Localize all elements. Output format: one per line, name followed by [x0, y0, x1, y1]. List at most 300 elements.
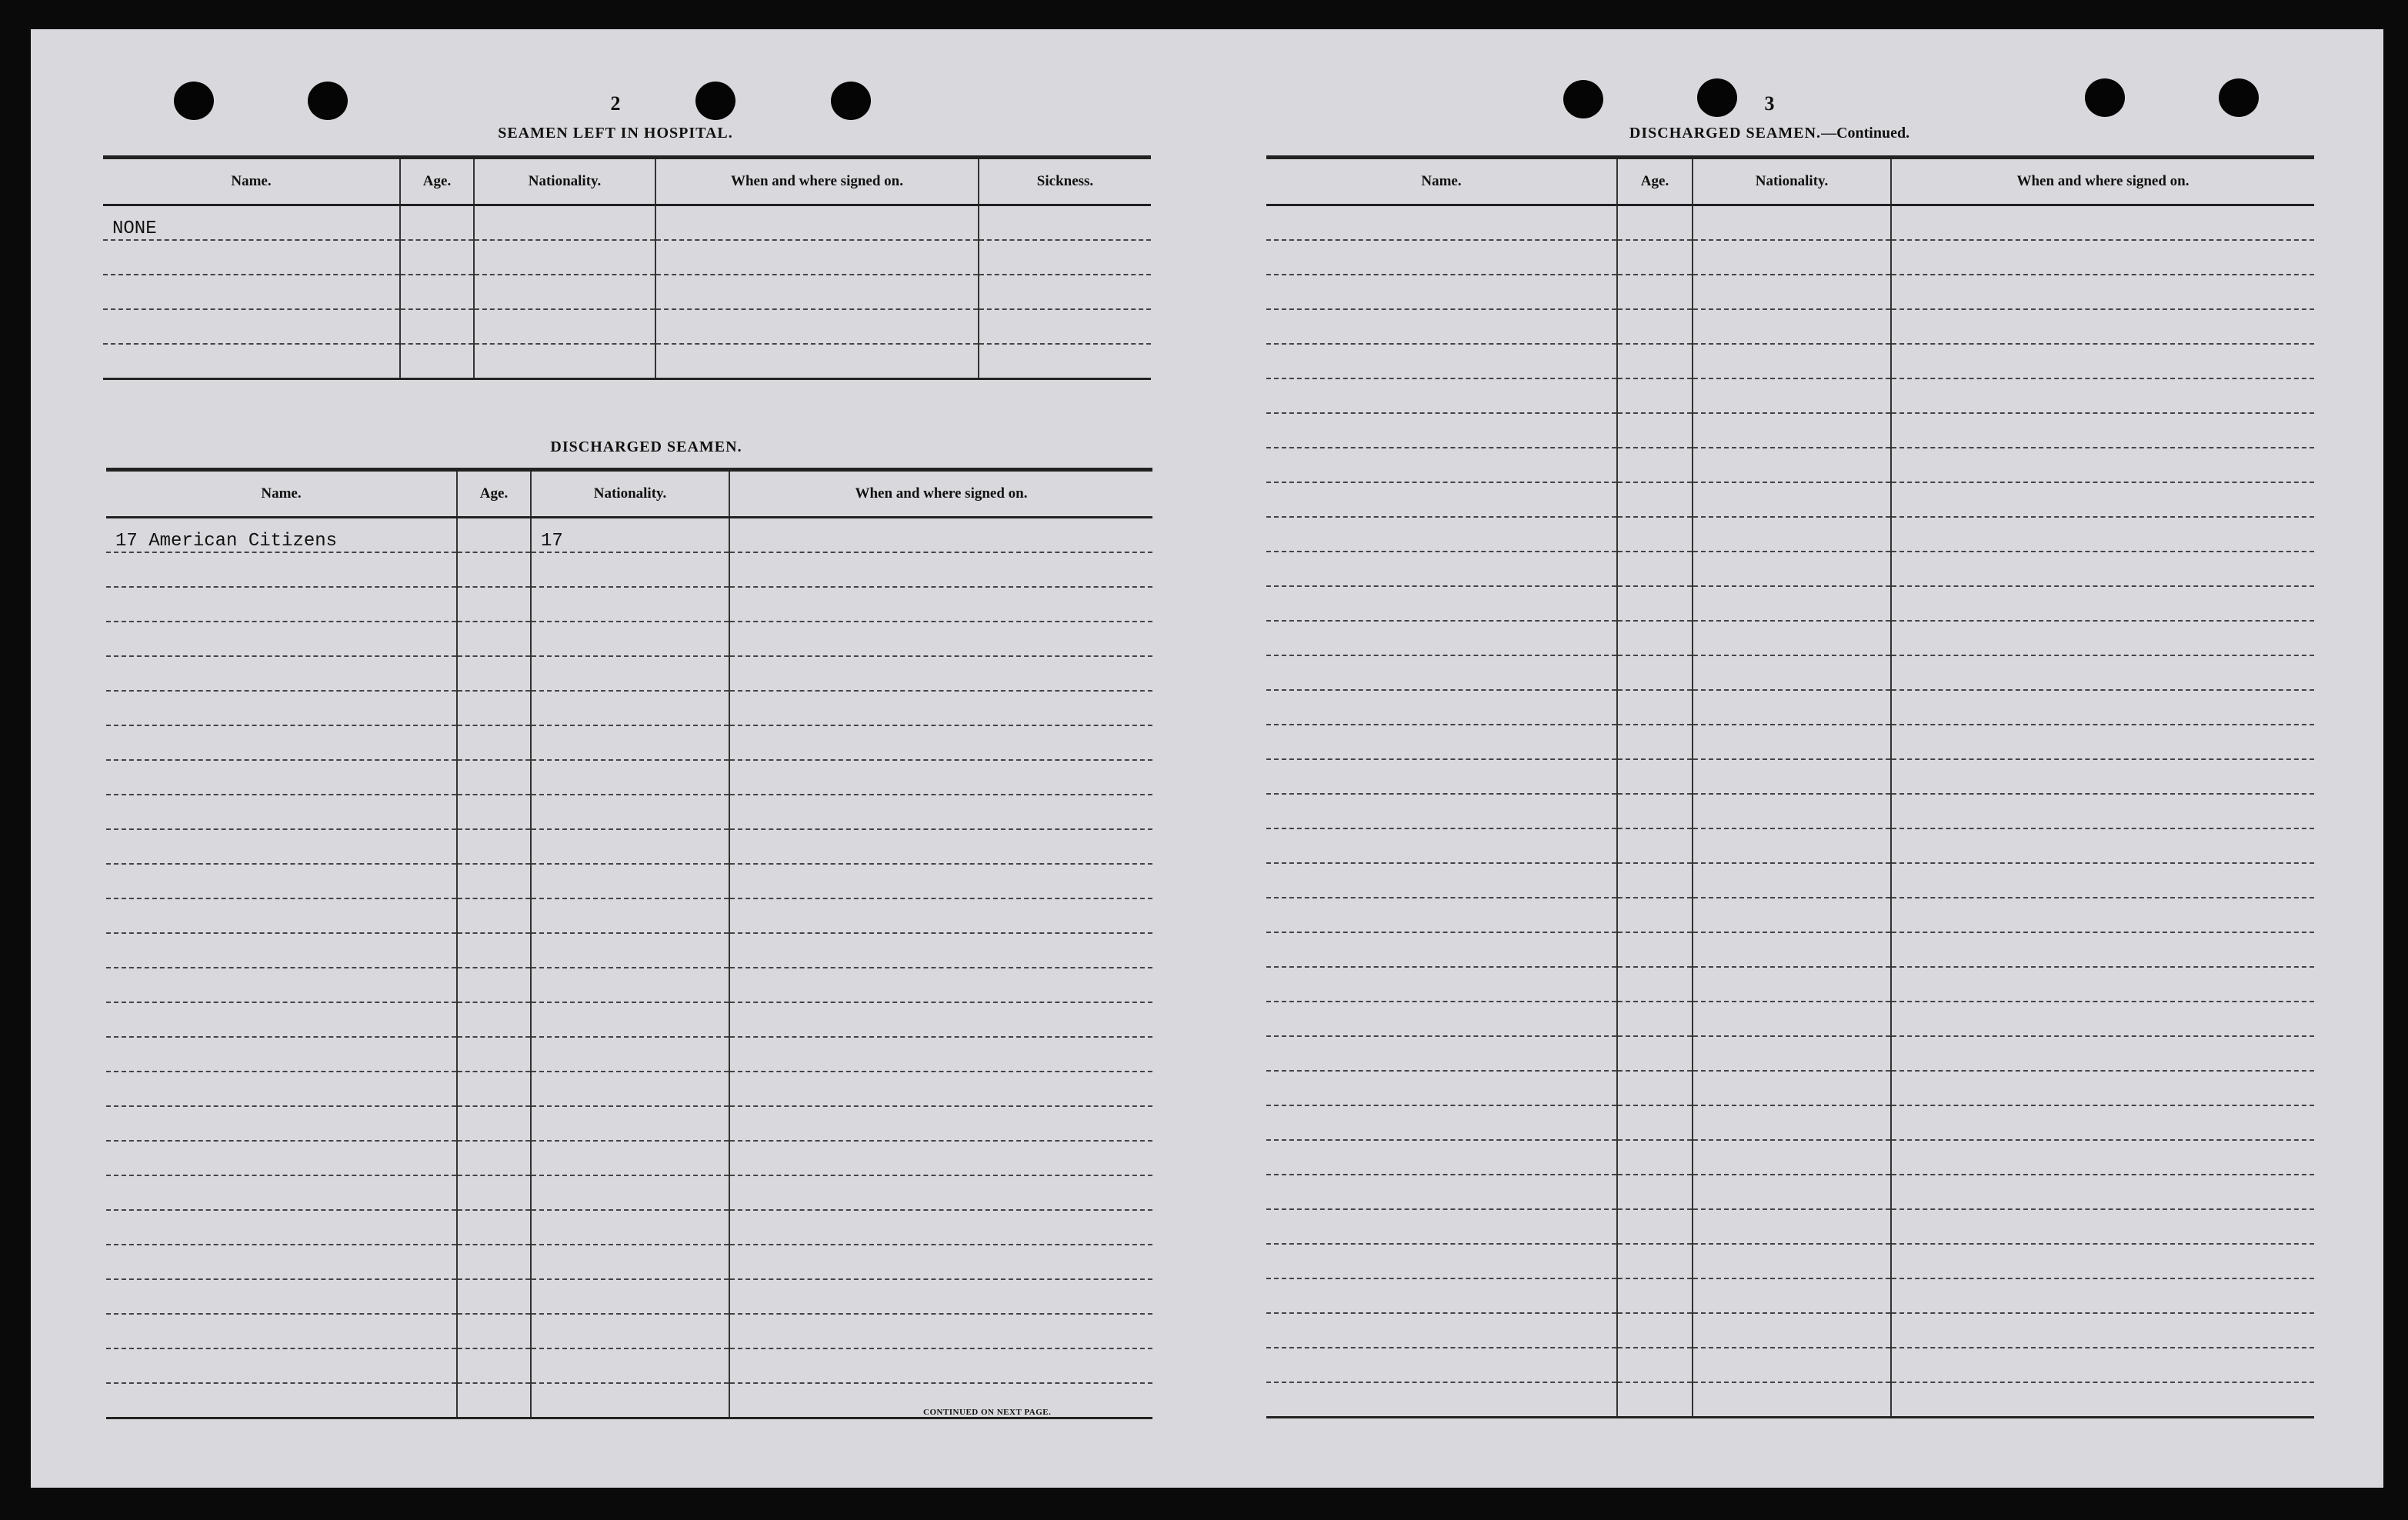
cell-nationality: [1693, 482, 1891, 517]
cell-signed-on: [729, 1106, 1152, 1141]
cell-nationality: [1693, 1140, 1891, 1175]
cell-name: [1266, 448, 1617, 482]
cell-signed-on: [1891, 621, 2314, 655]
cell-age: [1617, 1348, 1693, 1382]
cell-nationality: [1693, 448, 1891, 482]
cell-signed-on: [729, 933, 1152, 968]
hospital-header-row: [103, 158, 1151, 205]
cell-signed-on: [1891, 1313, 2314, 1348]
cell-name: [1266, 1036, 1617, 1071]
cell-nationality: [474, 205, 655, 241]
cell-name: [106, 1245, 457, 1279]
cell-nationality: [1693, 413, 1891, 448]
table-row: [1266, 378, 2314, 413]
table-row: [1266, 621, 2314, 655]
table-row: [106, 1210, 1152, 1245]
cell-name: [1266, 1105, 1617, 1140]
cell-age: [400, 205, 474, 241]
table-row: [1266, 655, 2314, 690]
column-header-nationality: Nationality.: [474, 158, 655, 205]
cell-nationality: [1693, 240, 1891, 275]
cell-age: [457, 1245, 531, 1279]
cell-sickness: [979, 275, 1151, 309]
cell-signed-on: [1891, 1002, 2314, 1036]
cell-age: [1617, 240, 1693, 275]
cell-nationality: [1693, 344, 1891, 378]
cell-name: [103, 344, 400, 379]
table-row: [1266, 344, 2314, 378]
table-row: [103, 344, 1151, 379]
cell-name: [1266, 932, 1617, 967]
table-row: [106, 1072, 1152, 1106]
cell-name: [1266, 552, 1617, 586]
hospital-table: [103, 155, 1151, 380]
punch-hole: [2085, 78, 2125, 117]
cell-age: [1617, 1036, 1693, 1071]
table-row: [106, 725, 1152, 760]
table-row: [106, 968, 1152, 1002]
punch-hole: [695, 82, 735, 120]
page-number-left: 2: [610, 92, 621, 115]
cell-name: [1266, 967, 1617, 1002]
cell-name: [1266, 586, 1617, 621]
cell-age: [1617, 1382, 1693, 1418]
table-row: [106, 622, 1152, 656]
cell-nationality: [1693, 1036, 1891, 1071]
table-row: [1266, 552, 2314, 586]
cell-age: [1617, 1071, 1693, 1105]
cell-name: [1266, 1244, 1617, 1278]
cell-signed-on: [1891, 413, 2314, 448]
cell-nationality: [531, 1002, 729, 1037]
cell-signed-on: [1891, 967, 2314, 1002]
cell-signed-on: [1891, 1209, 2314, 1244]
cell-signed-on: [729, 1279, 1152, 1314]
cell-name: [106, 760, 457, 795]
cell-age: [457, 518, 531, 553]
cell-name: 17 American Citizens: [106, 518, 457, 553]
cell-age: [457, 1141, 531, 1175]
table-row: [106, 518, 1152, 553]
page-number-right: 3: [1764, 92, 1775, 115]
cell-signed-on: [729, 1072, 1152, 1106]
cell-signed-on: [1891, 517, 2314, 552]
column-header-name: Name.: [103, 158, 400, 205]
cell-nationality: [531, 1106, 729, 1141]
cell-age: [1617, 1278, 1693, 1313]
cell-age: [457, 1106, 531, 1141]
cell-nationality: [531, 1175, 729, 1210]
table-row: [106, 864, 1152, 898]
table-row: [1266, 517, 2314, 552]
cell-name: [1266, 1278, 1617, 1313]
title-text: DISCHARGED SEAMEN.: [1629, 125, 1822, 142]
cell-age: [457, 1348, 531, 1383]
table-row: [1266, 309, 2314, 344]
table-row: [1266, 725, 2314, 759]
cell-age: [1617, 413, 1693, 448]
cell-nationality: [1693, 932, 1891, 967]
hospital-section-title: SEAMEN LEFT IN HOSPITAL.: [498, 125, 733, 142]
table-row: [1266, 759, 2314, 794]
cell-nationality: [1693, 552, 1891, 586]
cell-nationality: [531, 691, 729, 725]
cell-age: [457, 864, 531, 898]
cell-nationality: [531, 968, 729, 1002]
cell-nationality: [531, 1348, 729, 1383]
table-row: [106, 1348, 1152, 1383]
table-row: [1266, 1209, 2314, 1244]
column-header-signed-on: When and where signed on.: [655, 158, 979, 205]
cell-name: [1266, 344, 1617, 378]
cell-nationality: [1693, 1244, 1891, 1278]
cell-nationality: [1693, 1105, 1891, 1140]
cell-nationality: [1693, 1278, 1891, 1313]
cell-age: [1617, 482, 1693, 517]
table-row: [1266, 794, 2314, 828]
table-row: [106, 656, 1152, 691]
cell-signed-on: [729, 898, 1152, 933]
cell-signed-on: [1891, 344, 2314, 378]
cell-nationality: [1693, 1002, 1891, 1036]
table-row: [106, 1002, 1152, 1037]
cell-age: [457, 1002, 531, 1037]
cell-age: [1617, 586, 1693, 621]
cell-nationality: [531, 656, 729, 691]
cell-age: [1617, 517, 1693, 552]
table-row: [1266, 482, 2314, 517]
cell-age: [1617, 378, 1693, 413]
cell-age: [457, 656, 531, 691]
cell-signed-on: [729, 725, 1152, 760]
cell-nationality: [531, 587, 729, 622]
cell-name: [1266, 828, 1617, 863]
cell-nationality: [531, 933, 729, 968]
cell-age: [457, 552, 531, 587]
cell-signed-on: [1891, 1071, 2314, 1105]
continued-footer: CONTINUED ON NEXT PAGE.: [923, 1408, 1052, 1417]
table-row: [1266, 1140, 2314, 1175]
cell-name: [1266, 794, 1617, 828]
cell-age: [1617, 1244, 1693, 1278]
discharged-header-row: [1266, 158, 2314, 205]
cell-nationality: [1693, 828, 1891, 863]
cell-name: [106, 622, 457, 656]
column-header-signed-on: When and where signed on.: [1891, 158, 2314, 205]
cell-name: [106, 864, 457, 898]
cell-name: [1266, 205, 1617, 241]
punch-hole: [2219, 78, 2259, 117]
cell-name: [106, 1037, 457, 1072]
discharged-header-row: [106, 470, 1152, 518]
cell-name: [1266, 1382, 1617, 1418]
cell-name: [1266, 621, 1617, 655]
cell-signed-on: [1891, 275, 2314, 309]
cell-nationality: 17: [531, 518, 729, 553]
punch-hole: [831, 82, 871, 120]
cell-age: [1617, 448, 1693, 482]
cell-signed-on: [655, 240, 979, 275]
cell-signed-on: [729, 622, 1152, 656]
cell-signed-on: [1891, 932, 2314, 967]
cell-age: [457, 622, 531, 656]
cell-signed-on: [1891, 725, 2314, 759]
cell-name: [106, 1106, 457, 1141]
discharged-table-right: [1266, 155, 2314, 1418]
table-row: [106, 552, 1152, 587]
cell-signed-on: [655, 344, 979, 379]
cell-nationality: [1693, 1348, 1891, 1382]
cell-signed-on: [729, 587, 1152, 622]
cell-nationality: [1693, 794, 1891, 828]
cell-age: [1617, 1313, 1693, 1348]
table-row: [106, 1141, 1152, 1175]
cell-name: [1266, 309, 1617, 344]
table-row: [1266, 1348, 2314, 1382]
discharged-section-title-left: DISCHARGED SEAMEN.: [550, 438, 742, 455]
cell-name: [1266, 725, 1617, 759]
table-row: [106, 829, 1152, 864]
cell-age: [1617, 275, 1693, 309]
cell-nationality: [474, 344, 655, 379]
cell-name: [1266, 1175, 1617, 1209]
cell-signed-on: [1891, 552, 2314, 586]
cell-signed-on: [1891, 309, 2314, 344]
table-row: [106, 1037, 1152, 1072]
cell-nationality: [474, 275, 655, 309]
cell-signed-on: [1891, 1175, 2314, 1209]
cell-signed-on: [729, 1002, 1152, 1037]
punch-hole: [308, 82, 348, 120]
cell-sickness: [979, 240, 1151, 275]
cell-signed-on: [729, 968, 1152, 1002]
cell-name: [106, 898, 457, 933]
cell-age: [1617, 621, 1693, 655]
cell-nationality: [1693, 655, 1891, 690]
cell-signed-on: [729, 1314, 1152, 1348]
punch-hole: [1697, 78, 1737, 117]
cell-name: [1266, 690, 1617, 725]
cell-age: [1617, 863, 1693, 898]
column-header-nationality: Nationality.: [531, 470, 729, 518]
cell-name: [106, 1141, 457, 1175]
column-header-name: Name.: [1266, 158, 1617, 205]
cell-signed-on: [729, 1175, 1152, 1210]
cell-name: [106, 829, 457, 864]
cell-name: [106, 795, 457, 829]
table-row: [106, 1245, 1152, 1279]
cell-age: [400, 275, 474, 309]
cell-signed-on: [729, 760, 1152, 795]
cell-name: [106, 1072, 457, 1106]
cell-signed-on: [729, 795, 1152, 829]
table-row: [103, 275, 1151, 309]
cell-nationality: [1693, 1209, 1891, 1244]
cell-signed-on: [655, 275, 979, 309]
table-row: [1266, 1313, 2314, 1348]
cell-nationality: [1693, 690, 1891, 725]
cell-nationality: [1693, 967, 1891, 1002]
cell-age: [1617, 552, 1693, 586]
table-row: [1266, 1382, 2314, 1418]
cell-age: [457, 898, 531, 933]
cell-name: [1266, 1140, 1617, 1175]
column-header-name: Name.: [106, 470, 457, 518]
cell-age: [457, 968, 531, 1002]
table-row: [106, 933, 1152, 968]
punch-hole: [174, 82, 214, 120]
cell-age: [457, 933, 531, 968]
table-row: [1266, 205, 2314, 241]
cell-age: [457, 1037, 531, 1072]
table-row: [1266, 863, 2314, 898]
cell-signed-on: [1891, 898, 2314, 932]
cell-nationality: [1693, 309, 1891, 344]
cell-signed-on: [1891, 759, 2314, 794]
cell-signed-on: [729, 1037, 1152, 1072]
column-header-age: Age.: [457, 470, 531, 518]
cell-nationality: [531, 622, 729, 656]
cell-nationality: [531, 1279, 729, 1314]
cell-name: [1266, 1071, 1617, 1105]
cell-age: [457, 1210, 531, 1245]
cell-name: [1266, 1209, 1617, 1244]
cell-nationality: [531, 1072, 729, 1106]
cell-name: [103, 275, 400, 309]
cell-signed-on: [729, 1348, 1152, 1383]
cell-signed-on: [729, 518, 1152, 553]
column-header-age: Age.: [400, 158, 474, 205]
cell-age: [400, 344, 474, 379]
cell-name: [1266, 378, 1617, 413]
discharged-table-left: [106, 468, 1152, 1419]
cell-name: [1266, 1002, 1617, 1036]
table-row: [103, 240, 1151, 275]
cell-age: [1617, 1175, 1693, 1209]
cell-name: [1266, 240, 1617, 275]
discharged-section-title-right: [1539, 125, 2000, 142]
column-header-signed-on: When and where signed on.: [729, 470, 1152, 518]
cell-nationality: [1693, 863, 1891, 898]
cell-nationality: [531, 795, 729, 829]
cell-age: [1617, 725, 1693, 759]
cell-nationality: [1693, 1071, 1891, 1105]
cell-signed-on: [1891, 448, 2314, 482]
table-row: [1266, 828, 2314, 863]
cell-age: [400, 240, 474, 275]
cell-age: [457, 1383, 531, 1418]
cell-nationality: [1693, 621, 1891, 655]
cell-nationality: [531, 829, 729, 864]
cell-nationality: [531, 1245, 729, 1279]
table-row: [1266, 413, 2314, 448]
cell-nationality: [531, 760, 729, 795]
table-row: [1266, 932, 2314, 967]
table-row: [1266, 275, 2314, 309]
cell-nationality: [1693, 517, 1891, 552]
cell-signed-on: [1891, 586, 2314, 621]
cell-age: [1617, 759, 1693, 794]
table-row: [103, 205, 1151, 241]
cell-nationality: [1693, 1313, 1891, 1348]
cell-nationality: [531, 864, 729, 898]
table-row: [106, 587, 1152, 622]
document-sheet: [31, 29, 2383, 1488]
cell-nationality: [531, 1210, 729, 1245]
table-row: [106, 1279, 1152, 1314]
cell-age: [1617, 1209, 1693, 1244]
cell-nationality: [474, 240, 655, 275]
cell-signed-on: [729, 691, 1152, 725]
cell-name: [103, 309, 400, 344]
table-row: [1266, 1175, 2314, 1209]
table-row: [106, 1175, 1152, 1210]
table-row: [1266, 1036, 2314, 1071]
cell-signed-on: [655, 205, 979, 241]
punch-hole: [1563, 80, 1603, 118]
cell-name: [1266, 275, 1617, 309]
cell-age: [457, 1175, 531, 1210]
cell-sickness: [979, 344, 1151, 379]
cell-signed-on: [1891, 1278, 2314, 1313]
cell-signed-on: [1891, 482, 2314, 517]
cell-signed-on: [729, 1245, 1152, 1279]
table-row: [1266, 1244, 2314, 1278]
cell-nationality: [531, 1383, 729, 1418]
cell-signed-on: [729, 864, 1152, 898]
table-row: [1266, 448, 2314, 482]
cell-age: [1617, 1002, 1693, 1036]
cell-age: [1617, 1105, 1693, 1140]
cell-nationality: [1693, 205, 1891, 241]
table-row: [1266, 1071, 2314, 1105]
cell-name: [106, 691, 457, 725]
cell-signed-on: [729, 656, 1152, 691]
cell-signed-on: [1891, 794, 2314, 828]
title-suffix: —Continued.: [1821, 125, 1910, 142]
table-row: [106, 691, 1152, 725]
cell-signed-on: [729, 1141, 1152, 1175]
cell-age: [457, 691, 531, 725]
cell-name: [106, 1279, 457, 1314]
cell-signed-on: [729, 829, 1152, 864]
table-row: [103, 309, 1151, 344]
cell-name: [106, 1210, 457, 1245]
cell-age: [1617, 967, 1693, 1002]
cell-age: [457, 587, 531, 622]
cell-name: [1266, 482, 1617, 517]
column-header-nationality: Nationality.: [1693, 158, 1891, 205]
cell-signed-on: [1891, 205, 2314, 241]
cell-name: [103, 240, 400, 275]
cell-name: [1266, 1313, 1617, 1348]
cell-age: [1617, 205, 1693, 241]
cell-nationality: [1693, 759, 1891, 794]
table-row: [1266, 690, 2314, 725]
cell-nationality: [1693, 586, 1891, 621]
cell-age: [457, 829, 531, 864]
table-row: [1266, 967, 2314, 1002]
cell-age: [457, 725, 531, 760]
cell-name: [106, 587, 457, 622]
table-row: [106, 795, 1152, 829]
cell-age: [400, 309, 474, 344]
cell-name: [1266, 413, 1617, 448]
table-row: [1266, 1105, 2314, 1140]
cell-age: [1617, 309, 1693, 344]
cell-signed-on: [729, 1210, 1152, 1245]
cell-signed-on: [1891, 378, 2314, 413]
